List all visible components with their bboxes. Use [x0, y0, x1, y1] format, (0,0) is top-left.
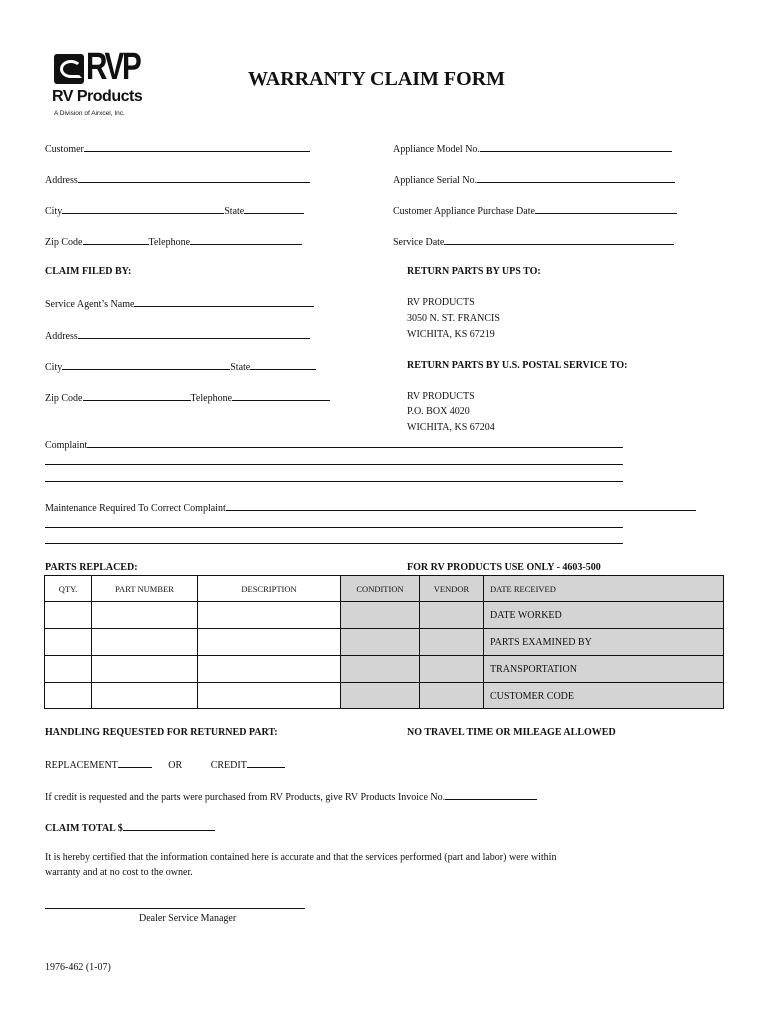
claim-total-label: CLAIM TOTAL $: [45, 823, 123, 834]
replacement-field[interactable]: [118, 758, 152, 768]
complaint-field[interactable]: [87, 438, 623, 448]
qty-cell[interactable]: [44, 628, 92, 656]
parts-examined-by-cell: PARTS EXAMINED BY: [483, 628, 724, 656]
complaint-line-3[interactable]: [45, 481, 623, 482]
page-title: WARRANTY CLAIM FORM: [248, 68, 506, 90]
logo-division-text: A Division of Airxcel, Inc.: [54, 110, 125, 117]
customer-field[interactable]: [84, 142, 310, 152]
description-cell[interactable]: [197, 655, 341, 683]
customer-zip-field[interactable]: [83, 235, 149, 245]
replacement-credit-row: [45, 758, 285, 771]
handling-heading: HANDLING REQUESTED FOR RETURNED PART:: [45, 727, 278, 738]
vendor-cell: [419, 682, 484, 709]
return-usps-line: WICHITA, KS 67204: [407, 422, 495, 433]
vendor-cell: [419, 628, 484, 656]
replacement-label: REPLACEMENT: [45, 760, 118, 771]
purchase-date-label: Customer Appliance Purchase Date: [393, 206, 535, 217]
part-number-cell[interactable]: [91, 655, 198, 683]
condition-cell: [340, 628, 420, 656]
customer-address-field[interactable]: [78, 173, 310, 183]
maintenance-row: [45, 501, 696, 514]
customer-label: Customer: [45, 144, 84, 155]
customer-city-field[interactable]: [62, 204, 224, 214]
col-condition-header: CONDITION: [340, 575, 420, 602]
appliance-serial-label: Appliance Serial No.: [393, 175, 478, 186]
office-use-heading: FOR RV PRODUCTS USE ONLY - 4603-500: [407, 562, 601, 573]
appliance-model-row: [393, 142, 672, 155]
appliance-serial-row: [393, 173, 675, 186]
customer-telephone-label: Telephone: [148, 237, 191, 248]
description-cell[interactable]: [197, 682, 341, 709]
credit-label: CREDIT: [210, 760, 247, 771]
return-usps-heading: RETURN PARTS BY U.S. POSTAL SERVICE TO:: [407, 360, 628, 371]
purchase-date-row: [393, 204, 677, 217]
part-number-cell[interactable]: [91, 601, 198, 629]
certification-line: warranty and at no cost to the owner.: [45, 867, 193, 878]
rv-products-logo: [52, 46, 162, 122]
description-cell[interactable]: [197, 628, 341, 656]
customer-city-row: [45, 204, 304, 217]
customer-row: [45, 142, 310, 155]
maintenance-line-3[interactable]: [45, 543, 623, 544]
customer-state-field[interactable]: [244, 204, 304, 214]
appliance-serial-field[interactable]: [477, 173, 675, 183]
return-ups-line: 3050 N. ST. FRANCIS: [407, 313, 500, 324]
signature-line[interactable]: [45, 908, 305, 909]
date-received-cell: DATE RECEIVED: [483, 575, 724, 602]
no-travel-notice: NO TRAVEL TIME OR MILEAGE ALLOWED: [407, 727, 616, 738]
customer-address-label: Address: [45, 175, 78, 186]
customer-state-label: State: [224, 206, 245, 217]
agent-state-label: State: [230, 362, 251, 373]
parts-table: [44, 575, 724, 709]
return-usps-line: RV PRODUCTS: [407, 391, 475, 402]
agent-address-label: Address: [45, 331, 78, 342]
agent-telephone-label: Telephone: [190, 393, 233, 404]
agent-city-row: [45, 360, 316, 373]
part-number-cell[interactable]: [91, 682, 198, 709]
complaint-line-2[interactable]: [45, 464, 623, 465]
agent-zip-field[interactable]: [83, 391, 191, 401]
customer-address-row: [45, 173, 310, 186]
vendor-cell: [419, 601, 484, 629]
purchase-date-field[interactable]: [535, 204, 677, 214]
condition-cell: [340, 682, 420, 709]
maintenance-line-2[interactable]: [45, 527, 623, 528]
customer-zip-label: Zip Code: [45, 237, 83, 248]
logo-mark-text: RVP: [86, 46, 140, 88]
credit-field[interactable]: [247, 758, 285, 768]
maintenance-field[interactable]: [226, 501, 696, 511]
agent-city-field[interactable]: [62, 360, 230, 370]
appliance-model-field[interactable]: [480, 142, 672, 152]
condition-cell: [340, 655, 420, 683]
qty-cell[interactable]: [44, 655, 92, 683]
col-description-header: DESCRIPTION: [197, 575, 341, 602]
logo-brand-text: RV Products: [52, 88, 143, 105]
col-part-number-header: PART NUMBER: [91, 575, 198, 602]
or-label: OR: [168, 760, 183, 771]
part-number-cell[interactable]: [91, 628, 198, 656]
certification-line: It is hereby certified that the information contained here is accurate and that the services performed (part and labor) were within: [45, 852, 557, 863]
agent-address-row: [45, 329, 310, 342]
parts-replaced-heading: PARTS REPLACED:: [45, 562, 138, 573]
agent-telephone-field[interactable]: [232, 391, 330, 401]
agent-city-label: City: [45, 362, 63, 373]
form-number: 1976-462 (1-07): [45, 962, 111, 973]
date-worked-cell: DATE WORKED: [483, 601, 724, 629]
agent-zip-row: [45, 391, 330, 404]
customer-zip-row: [45, 235, 302, 248]
agent-name-label: Service Agent’s Name: [45, 299, 135, 310]
vendor-cell: [419, 655, 484, 683]
return-usps-line: P.O. BOX 4020: [407, 406, 470, 417]
claim-total-field[interactable]: [123, 821, 215, 831]
invoice-note: If credit is requested and the parts were purchased from RV Products, give RV Products Invoice No.: [45, 792, 446, 803]
transportation-cell: TRANSPORTATION: [483, 655, 724, 683]
agent-name-row: [45, 297, 314, 310]
service-date-row: [393, 235, 674, 248]
service-date-field[interactable]: [444, 235, 674, 245]
return-ups-line: WICHITA, KS 67219: [407, 329, 495, 340]
condition-cell: [340, 601, 420, 629]
agent-address-field[interactable]: [78, 329, 310, 339]
appliance-model-label: Appliance Model No.: [393, 144, 480, 155]
rvp-logo-mark-icon: [54, 54, 84, 84]
claim-total-row: [45, 821, 215, 834]
service-date-label: Service Date: [393, 237, 445, 248]
complaint-label: Complaint: [45, 440, 88, 451]
customer-city-label: City: [45, 206, 63, 217]
customer-telephone-field[interactable]: [190, 235, 302, 245]
col-qty-header: QTY.: [44, 575, 92, 602]
invoice-number-field[interactable]: [445, 790, 537, 800]
signature-label: Dealer Service Manager: [139, 913, 237, 924]
qty-cell[interactable]: [44, 682, 92, 709]
invoice-row: [45, 790, 537, 803]
description-cell[interactable]: [197, 601, 341, 629]
col-vendor-header: VENDOR: [419, 575, 484, 602]
agent-zip-label: Zip Code: [45, 393, 83, 404]
maintenance-label: Maintenance Required To Correct Complaint: [45, 503, 226, 514]
qty-cell[interactable]: [44, 601, 92, 629]
agent-state-field[interactable]: [250, 360, 316, 370]
return-ups-line: RV PRODUCTS: [407, 297, 475, 308]
complaint-row: [45, 438, 623, 451]
agent-name-field[interactable]: [134, 297, 314, 307]
claim-filed-by-heading: CLAIM FILED BY:: [45, 266, 132, 277]
customer-code-cell: CUSTOMER CODE: [483, 682, 724, 709]
return-ups-heading: RETURN PARTS BY UPS TO:: [407, 266, 541, 277]
